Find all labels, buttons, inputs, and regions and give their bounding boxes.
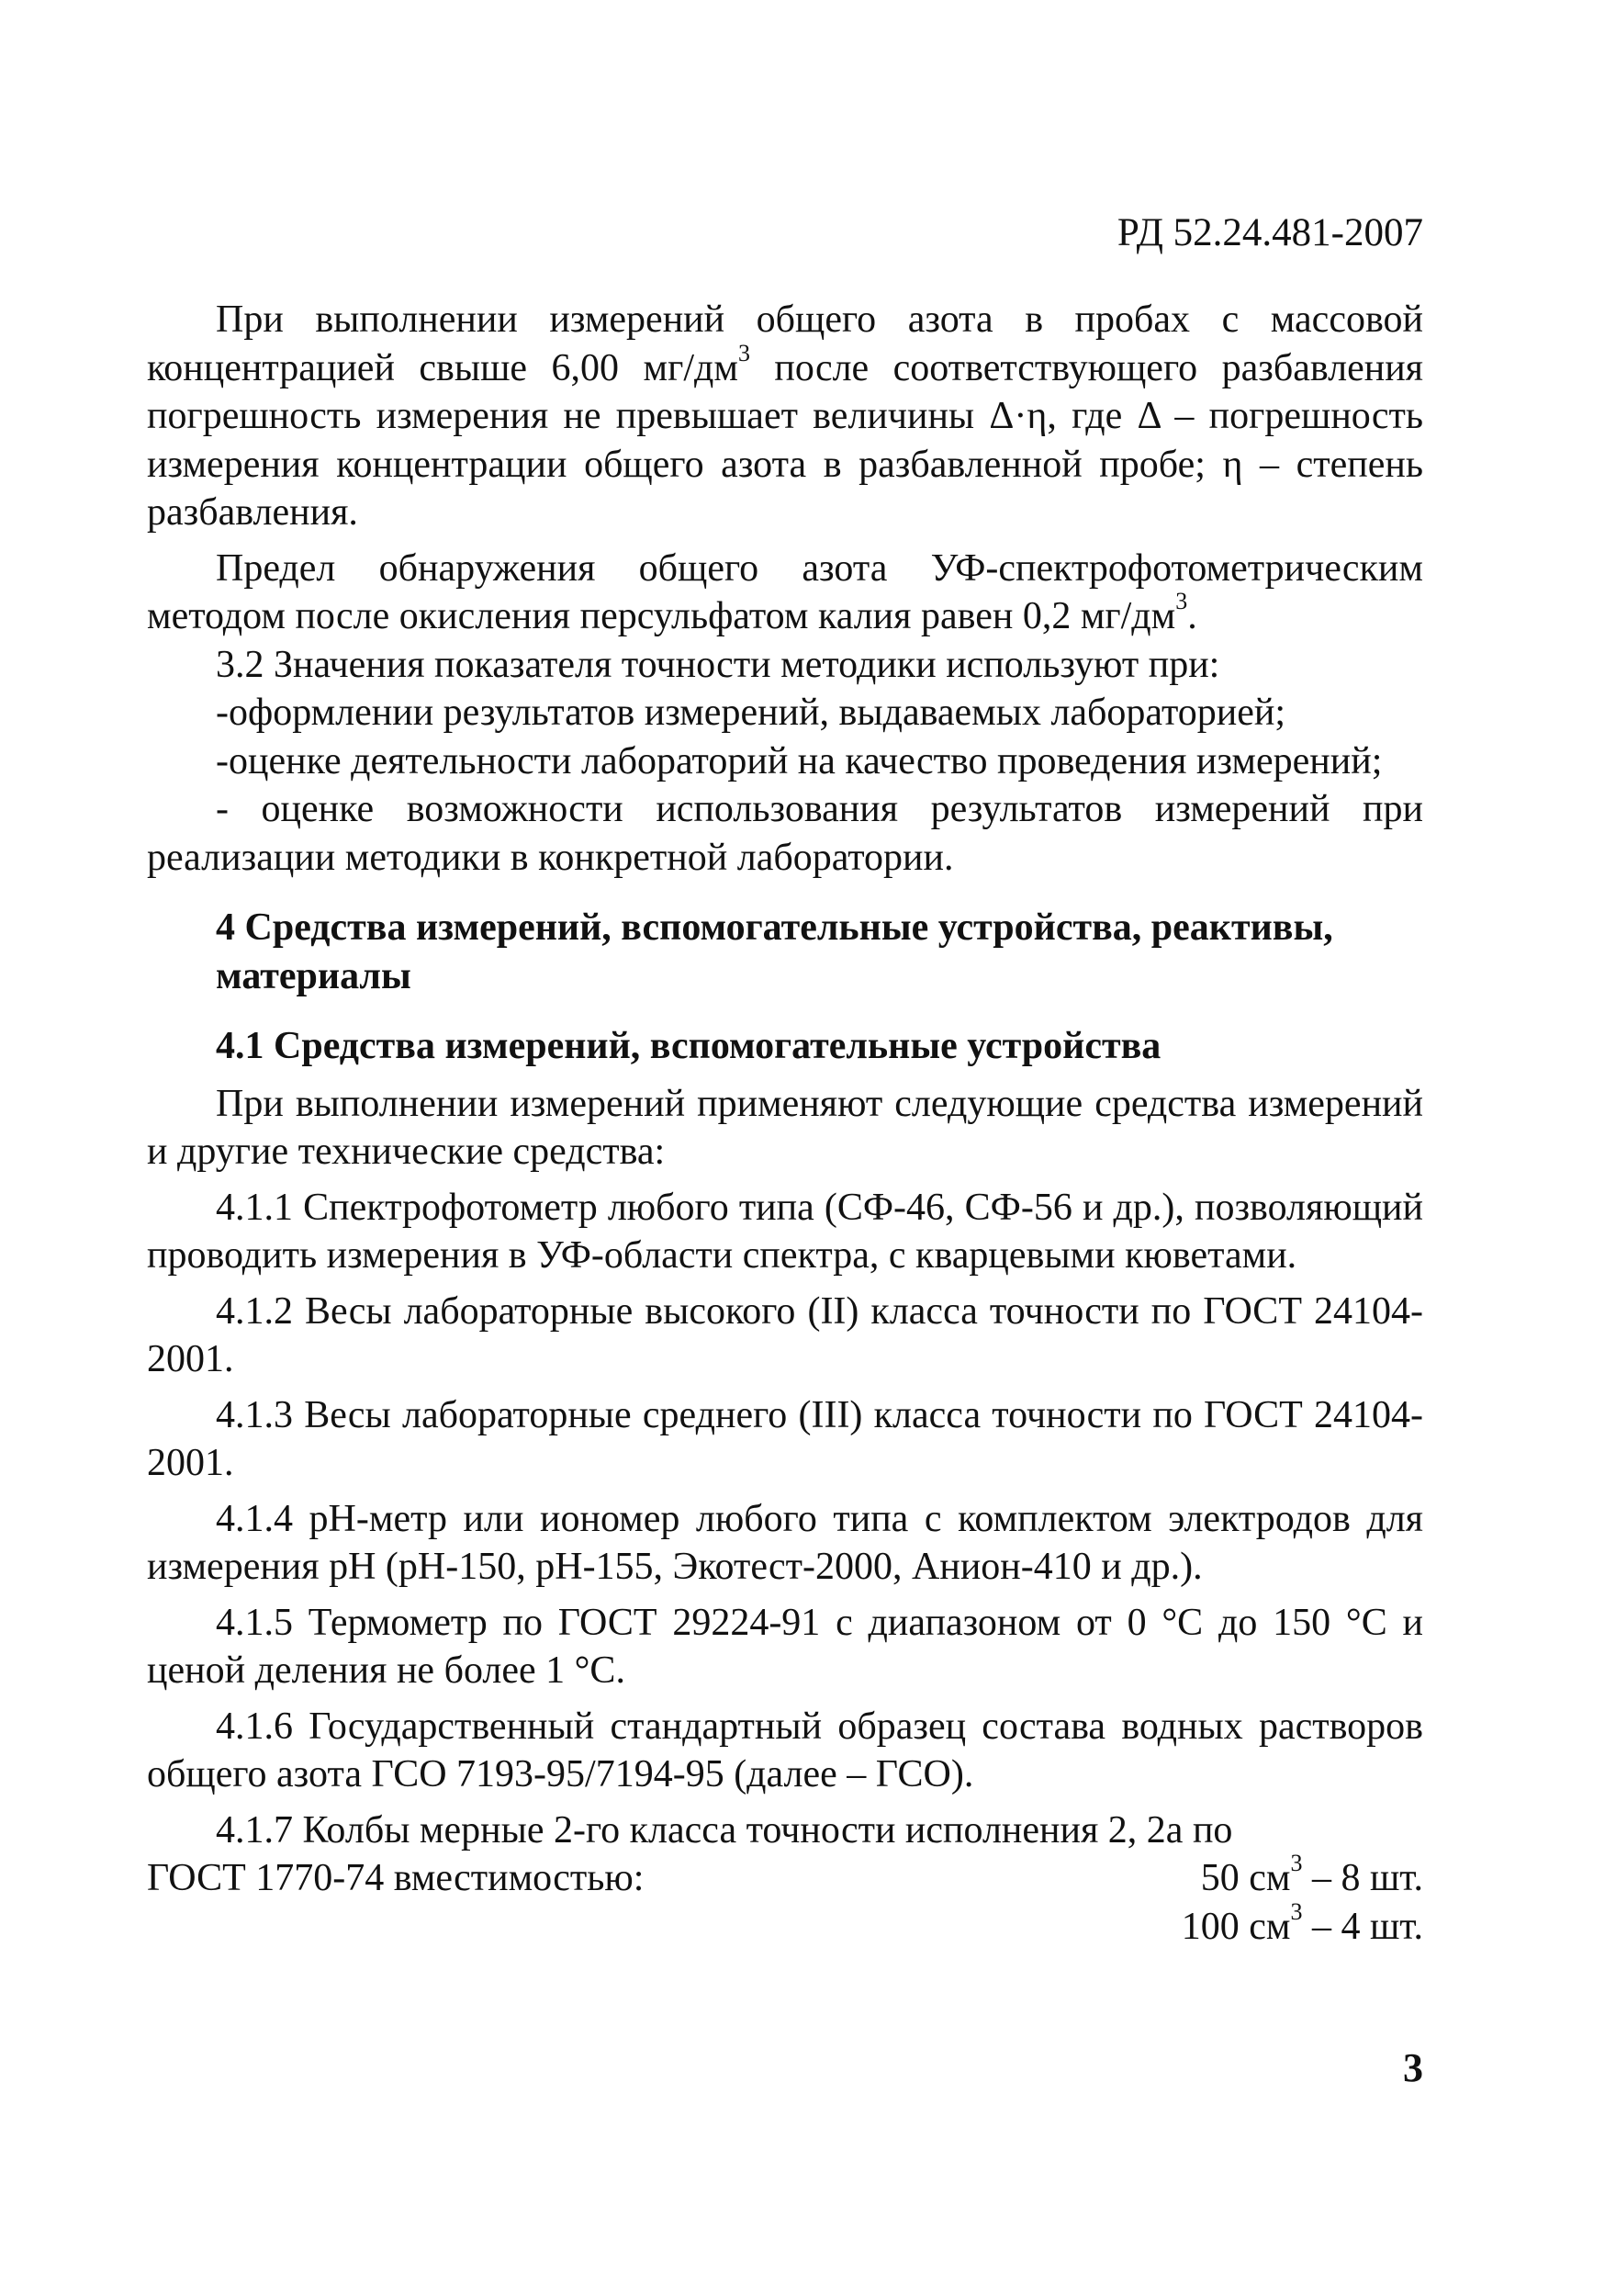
document-page	[147, 0, 1423, 2296]
superscript: 3	[1290, 1850, 1303, 1877]
document-code: РД 52.24.481-2007	[1117, 211, 1423, 254]
item-4-1-6: 4.1.6 Государственный стандартный образец состава водных растворов общего азота ГСО 7193-95/7194-95 (далее – ГСО).	[147, 1705, 1423, 1795]
paragraph-text: после соответствующего разбавления погрешность измерения не превышает величины Δ·η, где Δ – погрешность измерения концентрации общего азота в разбавленной пробе; η – степень разбавления.	[147, 346, 1423, 534]
flask-capacity-50	[1200, 1850, 1423, 1903]
document-body	[147, 296, 1423, 1951]
paragraph-3-2: 3.2 Значения показателя точности методики используют при:	[216, 643, 1220, 686]
item-4-1-5: 4.1.5 Термометр по ГОСТ 29224-91 с диапазоном от 0 °С до 150 °С и ценой деления не более 1 °С.	[147, 1601, 1423, 1692]
paragraph-detection-limit	[147, 545, 1423, 641]
section-intro: При выполнении измерений применяют следующие средства измерений и другие технические средства:	[147, 1082, 1423, 1173]
flask-count: – 4 шт.	[1302, 1905, 1423, 1948]
paragraph-text: .	[1187, 595, 1197, 637]
paragraph-text: При выполнении измерений общего азота в пробах с массовой концентрацией свыше 6,00 мг/дм	[147, 298, 1423, 389]
list-item: -оценке деятельности лабораторий на качество проведения измерений;	[216, 739, 1383, 782]
superscript: 3	[1290, 1897, 1303, 1925]
item-4-1-3: 4.1.3 Весы лабораторные среднего (III) класса точности по ГОСТ 24104-2001.	[147, 1393, 1423, 1484]
page-number: 3	[1403, 2045, 1423, 2090]
flasks-standard: ГОСТ 1770-74 вместимостью:	[147, 1857, 645, 1899]
item-4-1-4: 4.1.4 рН-метр или иономер любого типа с комплектом электродов для измерения рН (рН-150, рН-155, Экотест-2000, Анион-410 и др.).	[147, 1497, 1423, 1588]
section-heading: 4 Средства измерений, вспомогательные устройства, реактивы, материалы	[216, 906, 1333, 997]
item-4-1-2: 4.1.2 Весы лабораторные высокого (II) класса точности по ГОСТ 24104-2001.	[147, 1289, 1423, 1380]
subsection-heading: 4.1 Средства измерений, вспомогательные устройства	[216, 1025, 1162, 1067]
item-4-1-7: 4.1.7 Колбы мерные 2-го класса точности исполнения 2, 2а по	[216, 1808, 1233, 1851]
superscript: 3	[737, 339, 750, 366]
list-item: - оценке возможности использования результатов измерений при реализации методики в конкретной лаборатории.	[147, 788, 1423, 879]
paragraph-text: Предел обнаружения общего азота УФ-спектрофотометрическим методом после окисления персульфатом калия равен 0,2 мг/дм	[147, 546, 1423, 637]
item-4-1-1: 4.1.1 Спектрофотометр любого типа (СФ-46, СФ-56 и др.), позволяющий проводить измерения в УФ-области спектра, с кварцевыми кюветами.	[147, 1186, 1423, 1277]
flask-count: – 8 шт.	[1302, 1857, 1423, 1899]
paragraph-dilution-error	[147, 296, 1423, 537]
flask-capacity-100	[147, 1897, 1423, 1952]
flask-volume: 50 см	[1200, 1857, 1291, 1899]
flask-volume: 100 см	[1181, 1905, 1291, 1948]
list-item: -оформлении результатов измерений, выдаваемых лабораторией;	[216, 692, 1286, 734]
superscript: 3	[1175, 588, 1188, 615]
flasks-row	[147, 1850, 1423, 1903]
